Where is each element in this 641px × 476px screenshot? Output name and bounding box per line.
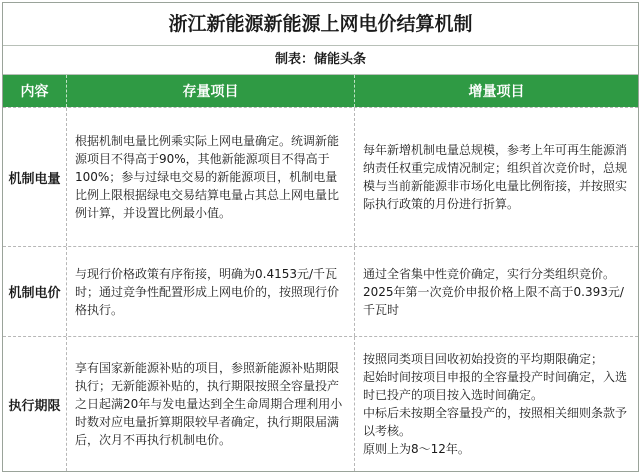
existing-cell: 享有国家新能源补贴的项目，参照新能源补贴期限执行；无新能源补贴的，执行期限按照全容量投产之日起满20年与发电量达到全生命周期合理利用小时数对应电量折算期限较早者确定，执行期限届满后，次月不再执行机制电价。 xyxy=(67,337,355,471)
incremental-line: 每年新增机制电量总规模，参考上年可再生能源消纳责任权重完成情况制定；组织首次竞价时，总规模与当前新能源非市场化电量比例衔接，并按照实际执行政策的月份进行折算。 xyxy=(363,143,628,211)
table-source: 制表：储能头条 xyxy=(3,46,638,75)
table-row-mechanism-volume xyxy=(3,107,638,246)
price-mechanism-table xyxy=(2,2,639,472)
incremental-cell xyxy=(355,337,638,471)
header-existing: 存量项目 xyxy=(67,75,355,107)
existing-cell: 与现行价格政策有序衔接，明确为0.4153元/千瓦时；通过竞争性配置形成上网电价的，按照现行价格执行。 xyxy=(67,247,355,336)
table-header-row xyxy=(3,75,638,107)
table-row-mechanism-price xyxy=(3,246,638,336)
row-label: 机制电价 xyxy=(3,247,67,336)
incremental-line: 通过全省集中性竞价确定，实行分类组织竞价。 xyxy=(363,266,616,281)
incremental-line: 起始时间按项目申报的全容量投产时间确定，入选时已投产的项目按入选时间确定。 xyxy=(363,370,628,402)
incremental-line: 按照同类项目回收初始投资的平均期限确定； xyxy=(363,352,604,366)
incremental-line: 中标后未按期全容量投产的，按照相关细则条款予以考核。 xyxy=(363,406,628,438)
incremental-line: 2025年第一次竞价申报价格上限不高于0.393元/千瓦时 xyxy=(363,284,624,317)
incremental-line: 原则上为8～12年。 xyxy=(363,442,470,456)
row-label: 机制电量 xyxy=(3,108,67,246)
incremental-cell xyxy=(355,247,638,336)
table-title: 浙江新能源新能源上网电价结算机制 xyxy=(3,3,638,46)
existing-cell: 根据机制电量比例乘实际上网电量确定。统调新能源项目不得高于90%，其他新能源项目不得高于100%；参与过绿电交易的新能源项目，机制电量比例上限根据绿电交易结算电量占其总上网电量比例计算，并设置比例最小值。 xyxy=(67,108,355,246)
header-incremental: 增量项目 xyxy=(468,84,525,100)
table-row-execution-period xyxy=(3,336,638,471)
header-content: 内容 xyxy=(3,75,67,107)
incremental-cell xyxy=(355,108,638,246)
row-label: 执行期限 xyxy=(3,337,67,471)
